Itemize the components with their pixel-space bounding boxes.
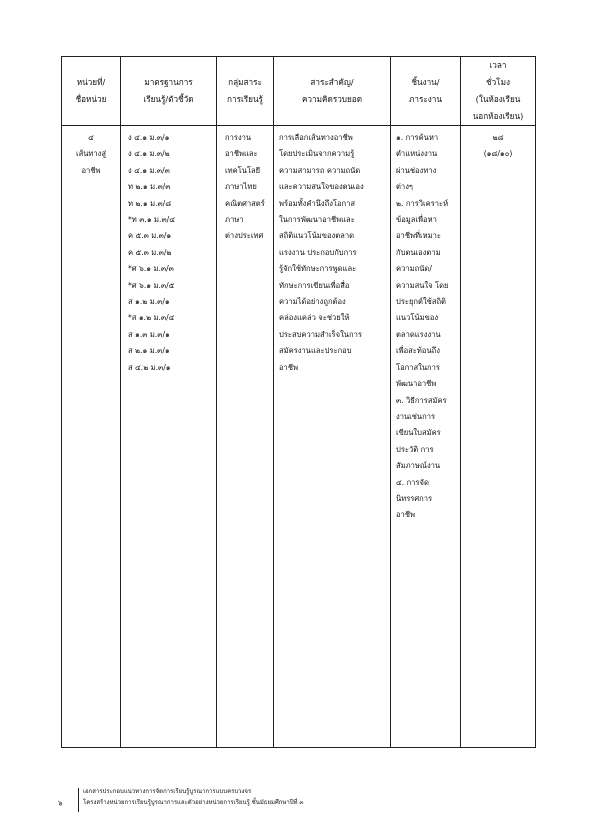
subject-group-line: ต่างประเทศ	[225, 231, 264, 241]
unit-cell	[62, 126, 121, 748]
task-line: ประยุกต์ใช้สถิติ	[396, 297, 446, 307]
task-line: ความสนใจ โดย	[396, 280, 449, 290]
time-line: (๑๘/๑๐)	[483, 149, 513, 159]
header-standards: มาตรฐานการ เรียนรู้/ตัวชี้วัด	[121, 57, 217, 126]
task-line: ข้อมูลเพื่อหา	[396, 215, 437, 225]
core-concept-line: ประสบความสำเร็จในการ	[279, 329, 362, 339]
task-line: ตำแหน่งงาน	[396, 149, 438, 159]
core-concept-line: คล่องแคล่ว จะช่วยให้	[279, 313, 350, 323]
standard-line: ส ๒.๑ ม.๓/๑	[128, 346, 170, 356]
subject-group-line: คณิตศาสตร์	[225, 198, 265, 208]
core-concept-line: สมัครงานและประกอบ	[279, 346, 352, 356]
task-line: สัมภาษณ์งาน	[396, 461, 441, 471]
unit-line: ๔	[88, 133, 94, 142]
task-line: เพื่อสะท้อนถึง	[396, 346, 440, 356]
unit-line: เส้นทางสู่	[75, 149, 107, 159]
task-line: งานเช่นการ	[396, 411, 436, 421]
header-unit: หน่วยที่/ ชื่อหน่วย	[62, 57, 121, 126]
core-concept-line: รู้จักใช้ทักษะการพูดและ	[279, 264, 357, 274]
task-line: ผ่านช่องทาง	[396, 165, 437, 175]
task-line: ความถนัด/	[396, 264, 432, 274]
task-line: ๑. การค้นหา	[396, 133, 439, 142]
subject-group-line: เทคโนโลยี	[225, 165, 261, 175]
time-cell	[461, 126, 536, 748]
task-line: อาชีพ	[396, 510, 415, 520]
footer-divider	[78, 788, 79, 812]
core-concept-line: สถิติแนวโน้มของตลาด	[279, 231, 355, 241]
task-line: เขียนใบสมัคร	[396, 428, 441, 438]
standard-line: ส ๑.๒ ม.๓/๑	[128, 297, 170, 307]
standard-line: ท ๒.๑ ม.๓/๓	[128, 182, 171, 192]
table-header-row	[62, 57, 536, 126]
subject-group-line: อาชีพและ	[225, 149, 258, 159]
standard-line: ง ๔.๑ ม.๓/๒	[128, 149, 170, 159]
header-core-concept: สาระสำคัญ/ ความคิดรวบยอด	[274, 57, 391, 126]
footer-line-1: เอกสารประกอบแนวทางการจัดการเรียนรู้บูรณาการแบบครบวงจร	[83, 788, 252, 795]
standard-line: *ส ๑.๒ ม.๓/๔	[128, 313, 175, 323]
core-concept-line: ในการพัฒนาอาชีพและ	[279, 215, 355, 225]
table-row	[62, 126, 536, 748]
standard-line: ค ๕.๓ ม.๓/๑	[128, 231, 172, 241]
core-concept-line: ความได้อย่างถูกต้อง	[279, 297, 346, 307]
standards-cell	[121, 126, 217, 748]
core-concept-line: โดยประเมินจากความรู้	[279, 149, 355, 159]
task-line: ต่างๆ	[396, 182, 413, 192]
unit-structure-table	[61, 56, 536, 748]
core-concept-line: อาชีพ	[279, 362, 298, 372]
standard-line: *ท ๓.๑ ม.๓/๔	[128, 215, 175, 225]
task-line: กับตนเองตาม	[396, 247, 441, 257]
core-concept-line: แรงงาน ประกอบกับการ	[279, 247, 357, 257]
standard-line: *ศ ๖.๑ ม.๓/๓	[128, 264, 174, 274]
task-line: ๒. การวิเคราะห์	[396, 198, 449, 208]
task-line: ๔. การจัด	[396, 477, 429, 487]
standard-line: ค ๕.๓ ม.๓/๒	[128, 247, 172, 257]
subject-group-line: ภาษาไทย	[225, 182, 257, 192]
core-concept-line: การเลือกเส้นทางอาชีพ	[279, 133, 353, 142]
task-line: ประวัติ การ	[396, 444, 434, 454]
task-line: ๓. วิธีการสมัคร	[396, 395, 447, 405]
time-line: ๒๘	[492, 133, 504, 142]
core-concept-cell	[274, 126, 391, 748]
subject-group-cell	[217, 126, 274, 748]
footer-line-2: โครงสร้างหน่วยการเรียนรู้บูรณาการและตัวอย่างหน่วยการเรียนรู้ ชั้นมัธยมศึกษาปีที่ ๓	[83, 799, 304, 806]
core-concept-line: ทักษะการเขียนเพื่อสื่อ	[279, 280, 350, 290]
page-footer	[58, 786, 578, 816]
core-concept-line: และความสนใจของตนเอง	[279, 182, 364, 192]
task-line: โอกาสในการ	[396, 362, 440, 372]
subject-group-line: การงาน	[225, 133, 252, 142]
standard-line: ส ๑.๓ ม.๓/๑	[128, 329, 170, 339]
header-time: เวลา ชั่วโมง (ในห้องเรียน นอกห้องเรียน)	[461, 57, 536, 126]
standard-line: ง ๔.๑ ม.๓/๑	[128, 133, 170, 142]
core-concept-line: ความสามารถ ความถนัด	[279, 165, 361, 175]
core-concept-line: พร้อมทั้งคำนึงถึงโอกาส	[279, 198, 356, 208]
task-line: แนวโน้มของ	[396, 313, 439, 323]
standard-line: *ศ ๖.๑ ม.๓/๕	[128, 280, 175, 290]
task-line: พัฒนาอาชีพ	[396, 379, 437, 389]
header-subject-group: กลุ่มสาระ การเรียนรู้	[217, 57, 274, 126]
task-line: ตลาดแรงงาน	[396, 329, 441, 339]
unit-line: อาชีพ	[81, 165, 101, 175]
task-line: อาชีพที่เหมาะ	[396, 231, 441, 241]
standard-line: ท ๒.๑ ม.๓/๘	[128, 198, 172, 208]
task-line: นิทรรศการ	[396, 493, 433, 503]
standard-line: ง ๔.๑ ม.๓/๓	[128, 165, 170, 175]
standard-line: ส ๔.๒ ม.๓/๑	[128, 362, 171, 372]
header-tasks: ชิ้นงาน/ ภาระงาน	[391, 57, 461, 126]
subject-group-line: ภาษา	[225, 215, 244, 225]
tasks-cell	[391, 126, 461, 748]
page-number: ๖	[58, 799, 63, 807]
